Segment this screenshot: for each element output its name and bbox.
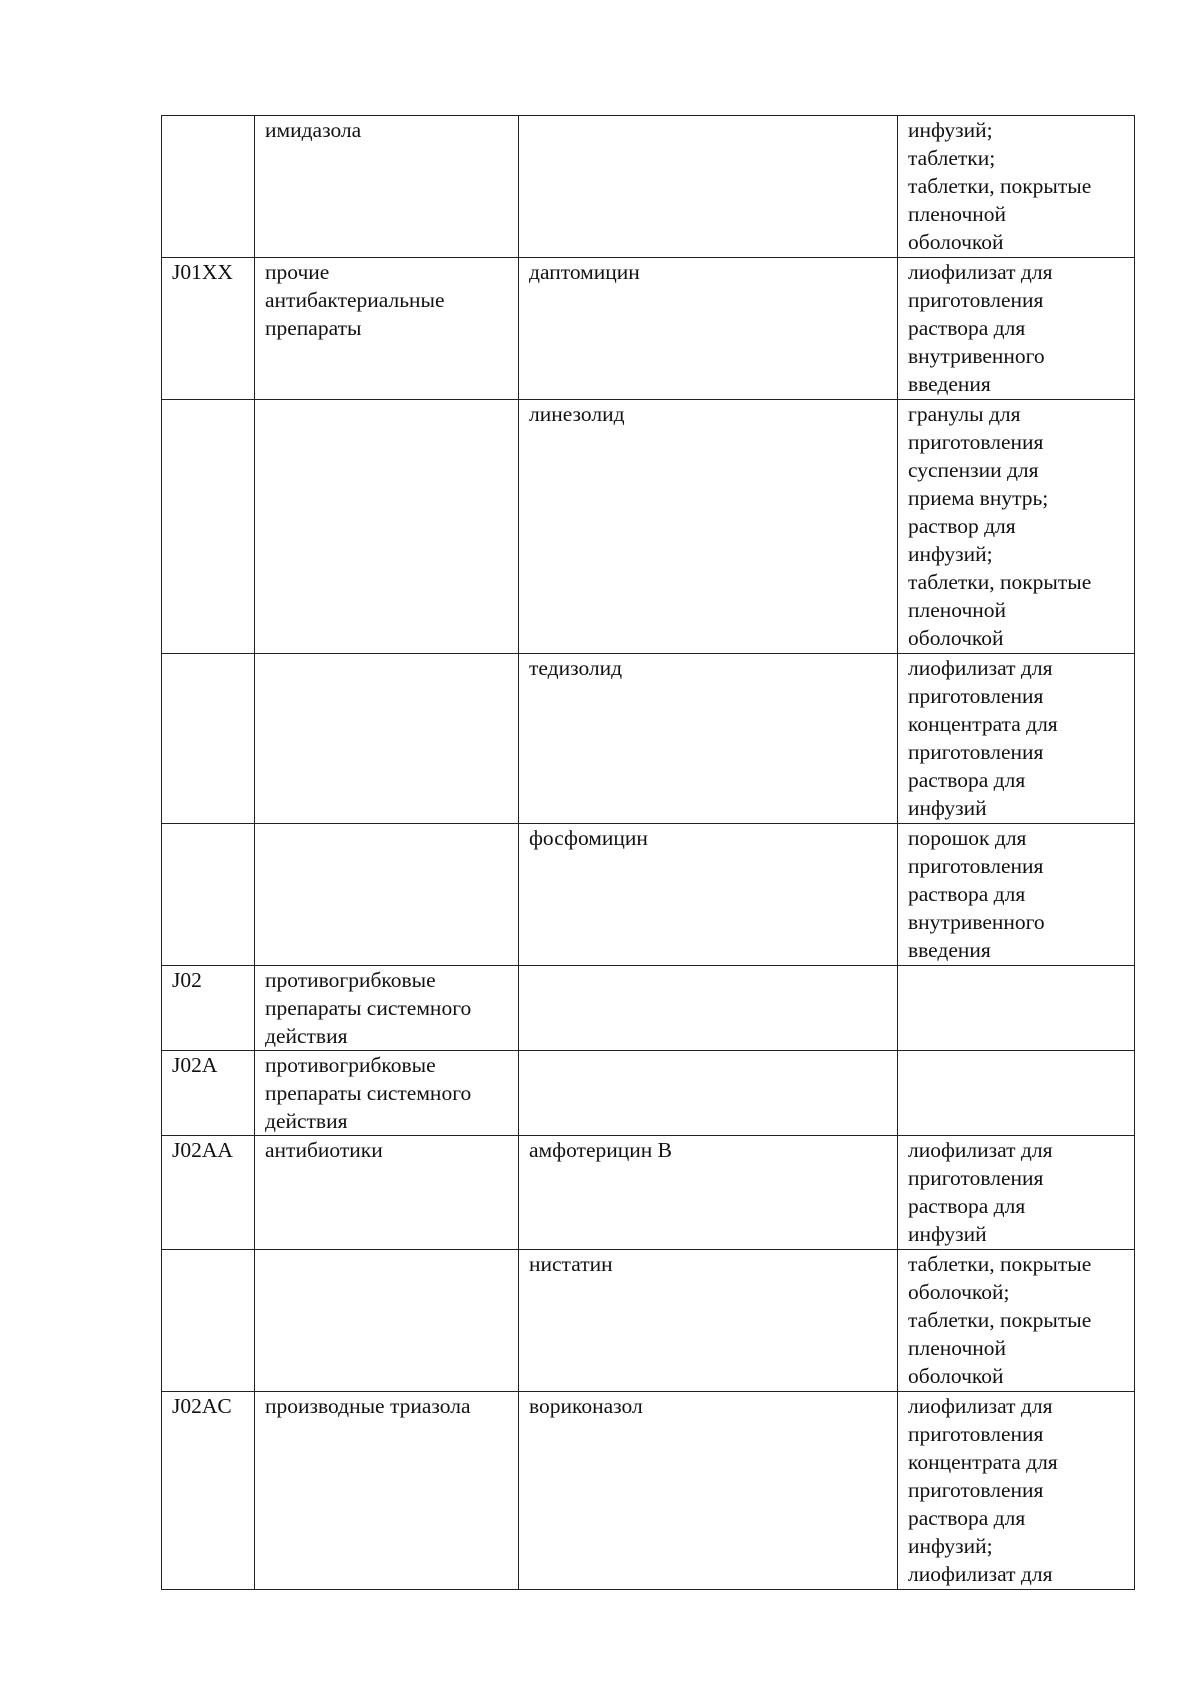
table-row	[162, 258, 1135, 400]
drug-cell: нистатин	[519, 1250, 898, 1392]
table-row	[162, 116, 1135, 258]
dosage-form-cell	[898, 1051, 1135, 1136]
drug-cell: тедизолид	[519, 654, 898, 824]
group-cell: имидазола	[255, 116, 519, 258]
dosage-form-cell	[898, 966, 1135, 1051]
group-cell: прочие антибактериальные препараты	[255, 258, 519, 400]
dosage-form-cell: лиофилизат для приготовления раствора для инфузий	[898, 1136, 1135, 1250]
group-cell: антибиотики	[255, 1136, 519, 1250]
group-cell	[255, 400, 519, 654]
drug-cell	[519, 966, 898, 1051]
group-cell	[255, 824, 519, 966]
group-cell: противогрибковые препараты системного действия	[255, 1051, 519, 1136]
drug-table	[161, 115, 1135, 1590]
dosage-form-cell: гранулы для приготовления суспензии для приема внутрь; раствор для инфузий; таблетки, покрытые пленочной оболочкой	[898, 400, 1135, 654]
drug-cell	[519, 116, 898, 258]
drug-cell: амфотерицин В	[519, 1136, 898, 1250]
group-cell	[255, 1250, 519, 1392]
atc-code-cell: J02A	[162, 1051, 255, 1136]
drug-cell: вориконазол	[519, 1392, 898, 1590]
table-row	[162, 654, 1135, 824]
dosage-form-cell: лиофилизат для приготовления концентрата для приготовления раствора для инфузий; лиофилизат для	[898, 1392, 1135, 1590]
dosage-form-cell: таблетки, покрытые оболочкой; таблетки, покрытые пленочной оболочкой	[898, 1250, 1135, 1392]
table-row	[162, 1136, 1135, 1250]
table-row	[162, 1051, 1135, 1136]
atc-code-cell	[162, 400, 255, 654]
dosage-form-cell: порошок для приготовления раствора для внутривенного введения	[898, 824, 1135, 966]
group-cell	[255, 654, 519, 824]
group-cell: противогрибковые препараты системного действия	[255, 966, 519, 1051]
dosage-form-cell: лиофилизат для приготовления концентрата для приготовления раствора для инфузий	[898, 654, 1135, 824]
table-row	[162, 1250, 1135, 1392]
drug-cell: фосфомицин	[519, 824, 898, 966]
drug-cell: линезолид	[519, 400, 898, 654]
group-cell: производные триазола	[255, 1392, 519, 1590]
table-row	[162, 824, 1135, 966]
atc-code-cell	[162, 1250, 255, 1392]
atc-code-cell: J02AA	[162, 1136, 255, 1250]
drug-cell	[519, 1051, 898, 1136]
dosage-form-cell: инфузий; таблетки; таблетки, покрытые пленочной оболочкой	[898, 116, 1135, 258]
atc-code-cell	[162, 824, 255, 966]
table-row	[162, 966, 1135, 1051]
atc-code-cell: J02	[162, 966, 255, 1051]
atc-code-cell	[162, 654, 255, 824]
dosage-form-cell: лиофилизат для приготовления раствора для внутривенного введения	[898, 258, 1135, 400]
atc-code-cell: J02AC	[162, 1392, 255, 1590]
drug-cell: даптомицин	[519, 258, 898, 400]
table-row	[162, 1392, 1135, 1590]
atc-code-cell	[162, 116, 255, 258]
atc-code-cell: J01XX	[162, 258, 255, 400]
table-row	[162, 400, 1135, 654]
